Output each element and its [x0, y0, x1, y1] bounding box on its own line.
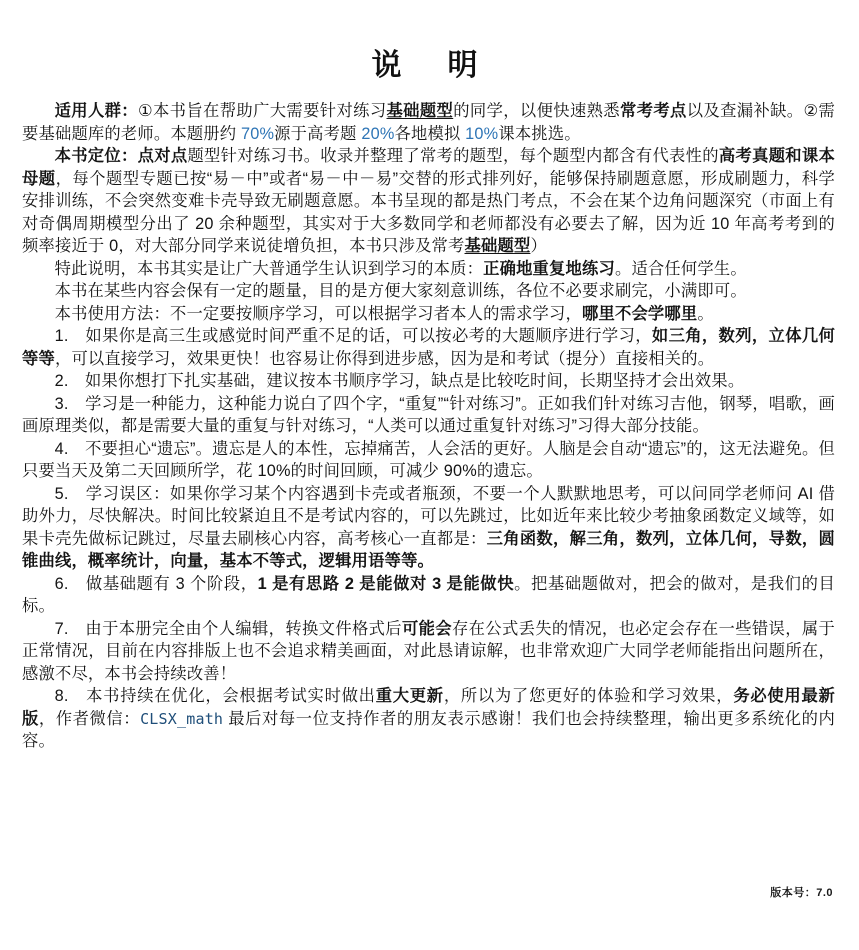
text-segment: 。把基础题做对，把会的做对，是我们的目标。: [22, 574, 835, 615]
text-segment: 源于高考题: [274, 124, 362, 143]
text-segment: ，所以为了您更好的体验和学习效果，: [443, 687, 734, 705]
version-label: 版本号：7.0: [770, 887, 833, 899]
percentage: 70%: [240, 124, 275, 143]
text-segment: 3. 学习是一种能力，这种能力说白了四个字，“重复”“针对练习”。正如我们针对练习吉他，钢琴，唱歌，画画原理类似，都是需要大量的重复与针对练习，“人类可以通过重复针对练习”习得大部分技能。: [22, 394, 835, 435]
text-segment: 务必使用最新版: [22, 687, 835, 728]
text-segment: 以及查漏补缺。②需要基础题库的老师。本题册约: [22, 102, 835, 143]
text-segment: 。: [697, 304, 714, 323]
text-segment: 4. 不要担心“遗忘”。遗忘是人的本性，忘掉痛苦，人会活的更好。人脑是会自动“遗忘”的，这无法避免。但只要当天及第二天回顾所学，花 10%的时间回顾，可减少 90%的遗忘。: [22, 439, 835, 480]
paragraph: [22, 573, 835, 618]
text-segment: 6. 做基础题有 3 个阶段，: [54, 574, 258, 593]
text-segment: 的同学，以便快速熟悉: [453, 102, 621, 120]
text-segment: 哪里不会学哪里: [582, 304, 698, 323]
document-body: [22, 100, 835, 753]
paragraph: [22, 438, 835, 483]
paragraph: [22, 258, 835, 281]
text-segment: 重大更新: [375, 687, 444, 705]
text-segment: 如三角，数列，立体几何等等: [22, 327, 836, 368]
page-title: 说 明: [371, 49, 486, 82]
text-segment: 8. 本书持续在优化，会根据考试实时做出: [54, 687, 376, 705]
text-segment: 三角函数，解三角，数列，立体几何，导数，圆锥曲线，概率统计，向量，基本不等式，逻辑用语等等。: [22, 529, 836, 570]
text-segment: 1 是有思路 2 是能做对 3 是能做快: [257, 574, 515, 593]
text-segment: ，每个题型专题已按“易－中”或者“易－中－易”交替的形式排列好，能够保持刷题意愿，形成刷题力，科学安排训练，不会突然变难卡壳导致无刷题意愿。本书呈现的都是热门考点，不会在某个边角问题深究（市面上有对奇偶周期模型分出了 20 余种题型，其实对于大多数同学和老师都没有必要去了解，因为近 10 年高考考到的频率接近于 0，对大部分同学来说徒增负担，本书只涉及常考: [22, 169, 835, 255]
percentage: 20%: [361, 124, 395, 143]
text-segment: 基础题型: [386, 102, 454, 120]
percentage: 10%: [465, 124, 499, 143]
paragraph: [22, 303, 835, 326]
paragraph: [22, 685, 835, 753]
paragraph: [22, 483, 835, 573]
paragraph: [22, 280, 835, 303]
text-segment: 1. 如果你是高三生或感觉时间严重不足的话，可以按必考的大题顺序进行学习，: [54, 327, 652, 345]
text-segment: 高考真题和课本母题: [22, 147, 835, 188]
paragraph: [22, 145, 835, 258]
paragraph: [22, 393, 835, 438]
text-segment: 。适合任何学生。: [614, 259, 747, 278]
text-segment: 7. 由于本册完全由个人编辑，转换文件格式后: [54, 619, 402, 638]
text-segment: 本书在某些内容会保有一定的题量，目的是方便大家刻意训练，各位不必要求刷完，小满即可。: [54, 282, 747, 300]
text-segment: 最后对每一位支持作者的朋友表示感谢！我们也会持续整理，输出更多系统化的内容。: [22, 709, 836, 750]
text-segment: 特此说明，本书其实是让广大普通学生认识到学习的本质：: [54, 259, 484, 278]
text-segment: 本书使用方法：不一定要按顺序学习，可以根据学习者本人的需求学习，: [54, 304, 582, 323]
text-segment: 题型针对练习书。收录并整理了常考的题型，每个题型内都含有代表性的: [187, 147, 719, 165]
text-segment: 存在公式丢失的情况，也必定会存在一些错误，属于正常情况，目前在内容排版上也不会追求精美画面，对此恳请谅解，也非常欢迎广大同学老师能指出问题所在，感激不尽，本书会持续改善！: [22, 619, 835, 683]
paragraph: [22, 325, 835, 370]
text-segment: ①本书旨在帮助广大需要针对练习: [138, 102, 387, 120]
paragraph: [22, 618, 835, 686]
text-segment: 可能会: [401, 619, 452, 638]
text-segment: 2. 如果你想打下扎实基础，建议按本书顺序学习，缺点是比较吃时间，长期坚持才会出效果。: [54, 372, 745, 390]
text-segment: 5. 学习误区：如果你学习某个内容遇到卡壳或者瓶颈，不要一个人默默地思考，可以问同学老师问 AI 借助外力，尽快解决。时间比较紧迫且不是考试内容的，可以先跳过，比如近年来比较少考抽象函数定义域等，如果卡壳先做标记跳过，尽量去刷核心内容，高考核心一直都是：: [22, 484, 835, 548]
paragraph: [22, 100, 835, 145]
text-segment: 本书定位：点对点: [54, 147, 188, 165]
text-segment: 各地模拟: [394, 124, 466, 143]
text-segment: 基础题型: [464, 237, 531, 255]
text-segment: 适用人群：: [54, 102, 138, 120]
text-segment: ，作者微信：: [38, 709, 141, 728]
text-segment: ）: [530, 237, 547, 255]
text-segment: 课本挑选。: [498, 124, 581, 143]
text-segment: 常考考点: [620, 102, 687, 120]
wechat-id: CLSX_math: [140, 709, 224, 728]
text-segment: 正确地重复地练习: [483, 259, 615, 278]
paragraph: [22, 370, 835, 393]
text-segment: ，可以直接学习，效果更快！也容易让你得到进步感，因为是和考试（提分）直接相关的。: [54, 349, 715, 368]
